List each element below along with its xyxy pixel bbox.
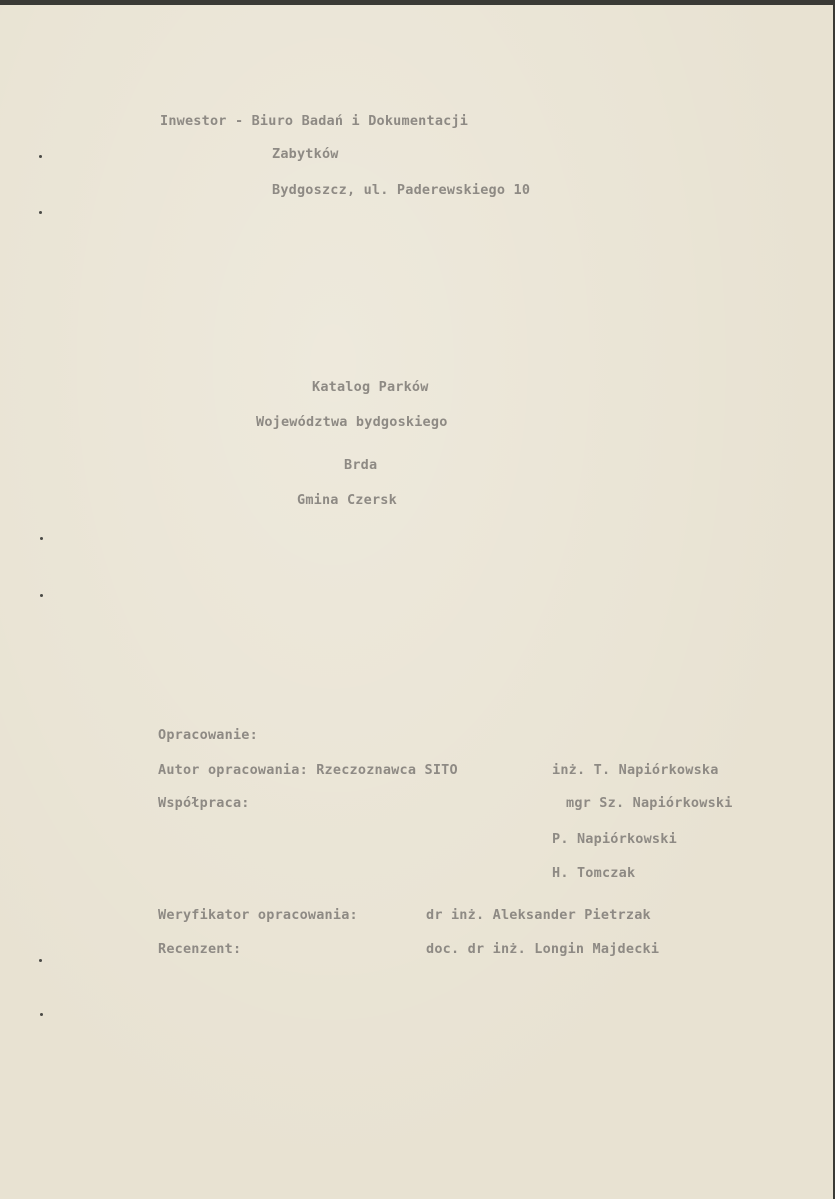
catalog-commune: Gmina Czersk [297, 492, 397, 508]
catalog-place: Brda [344, 457, 378, 473]
paper-speck [39, 155, 42, 158]
author-name: inż. T. Napiórkowska [552, 762, 719, 778]
paper-speck [40, 594, 43, 597]
credits-heading: Opracowanie: [158, 727, 258, 743]
paper-speck [39, 959, 42, 962]
reviewer-label: Recenzent: [158, 941, 242, 957]
cooperator-1: mgr Sz. Napiórkowski [566, 795, 733, 811]
investor-line-3: Bydgoszcz, ul. Paderewskiego 10 [272, 182, 531, 198]
paper-speck [40, 537, 43, 540]
reviewer-name: doc. dr inż. Longin Majdecki [426, 941, 660, 957]
paper-speck [40, 1013, 43, 1016]
verifier-label: Weryfikator opracowania: [158, 907, 358, 923]
catalog-voivodeship: Województwa bydgoskiego [256, 414, 448, 430]
document-page [0, 5, 833, 1199]
investor-line-2: Zabytków [272, 146, 339, 162]
verifier-name: dr inż. Aleksander Pietrzak [426, 907, 651, 923]
cooperation-label: Współpraca: [158, 795, 250, 811]
cooperator-2: P. Napiórkowski [552, 831, 677, 847]
paper-speck [39, 211, 42, 214]
investor-line-1: Inwestor - Biuro Badań i Dokumentacji [160, 113, 469, 129]
author-label: Autor opracowania: Rzeczoznawca SITO [158, 762, 458, 778]
catalog-title: Katalog Parków [312, 379, 429, 395]
cooperator-3: H. Tomczak [552, 865, 636, 881]
